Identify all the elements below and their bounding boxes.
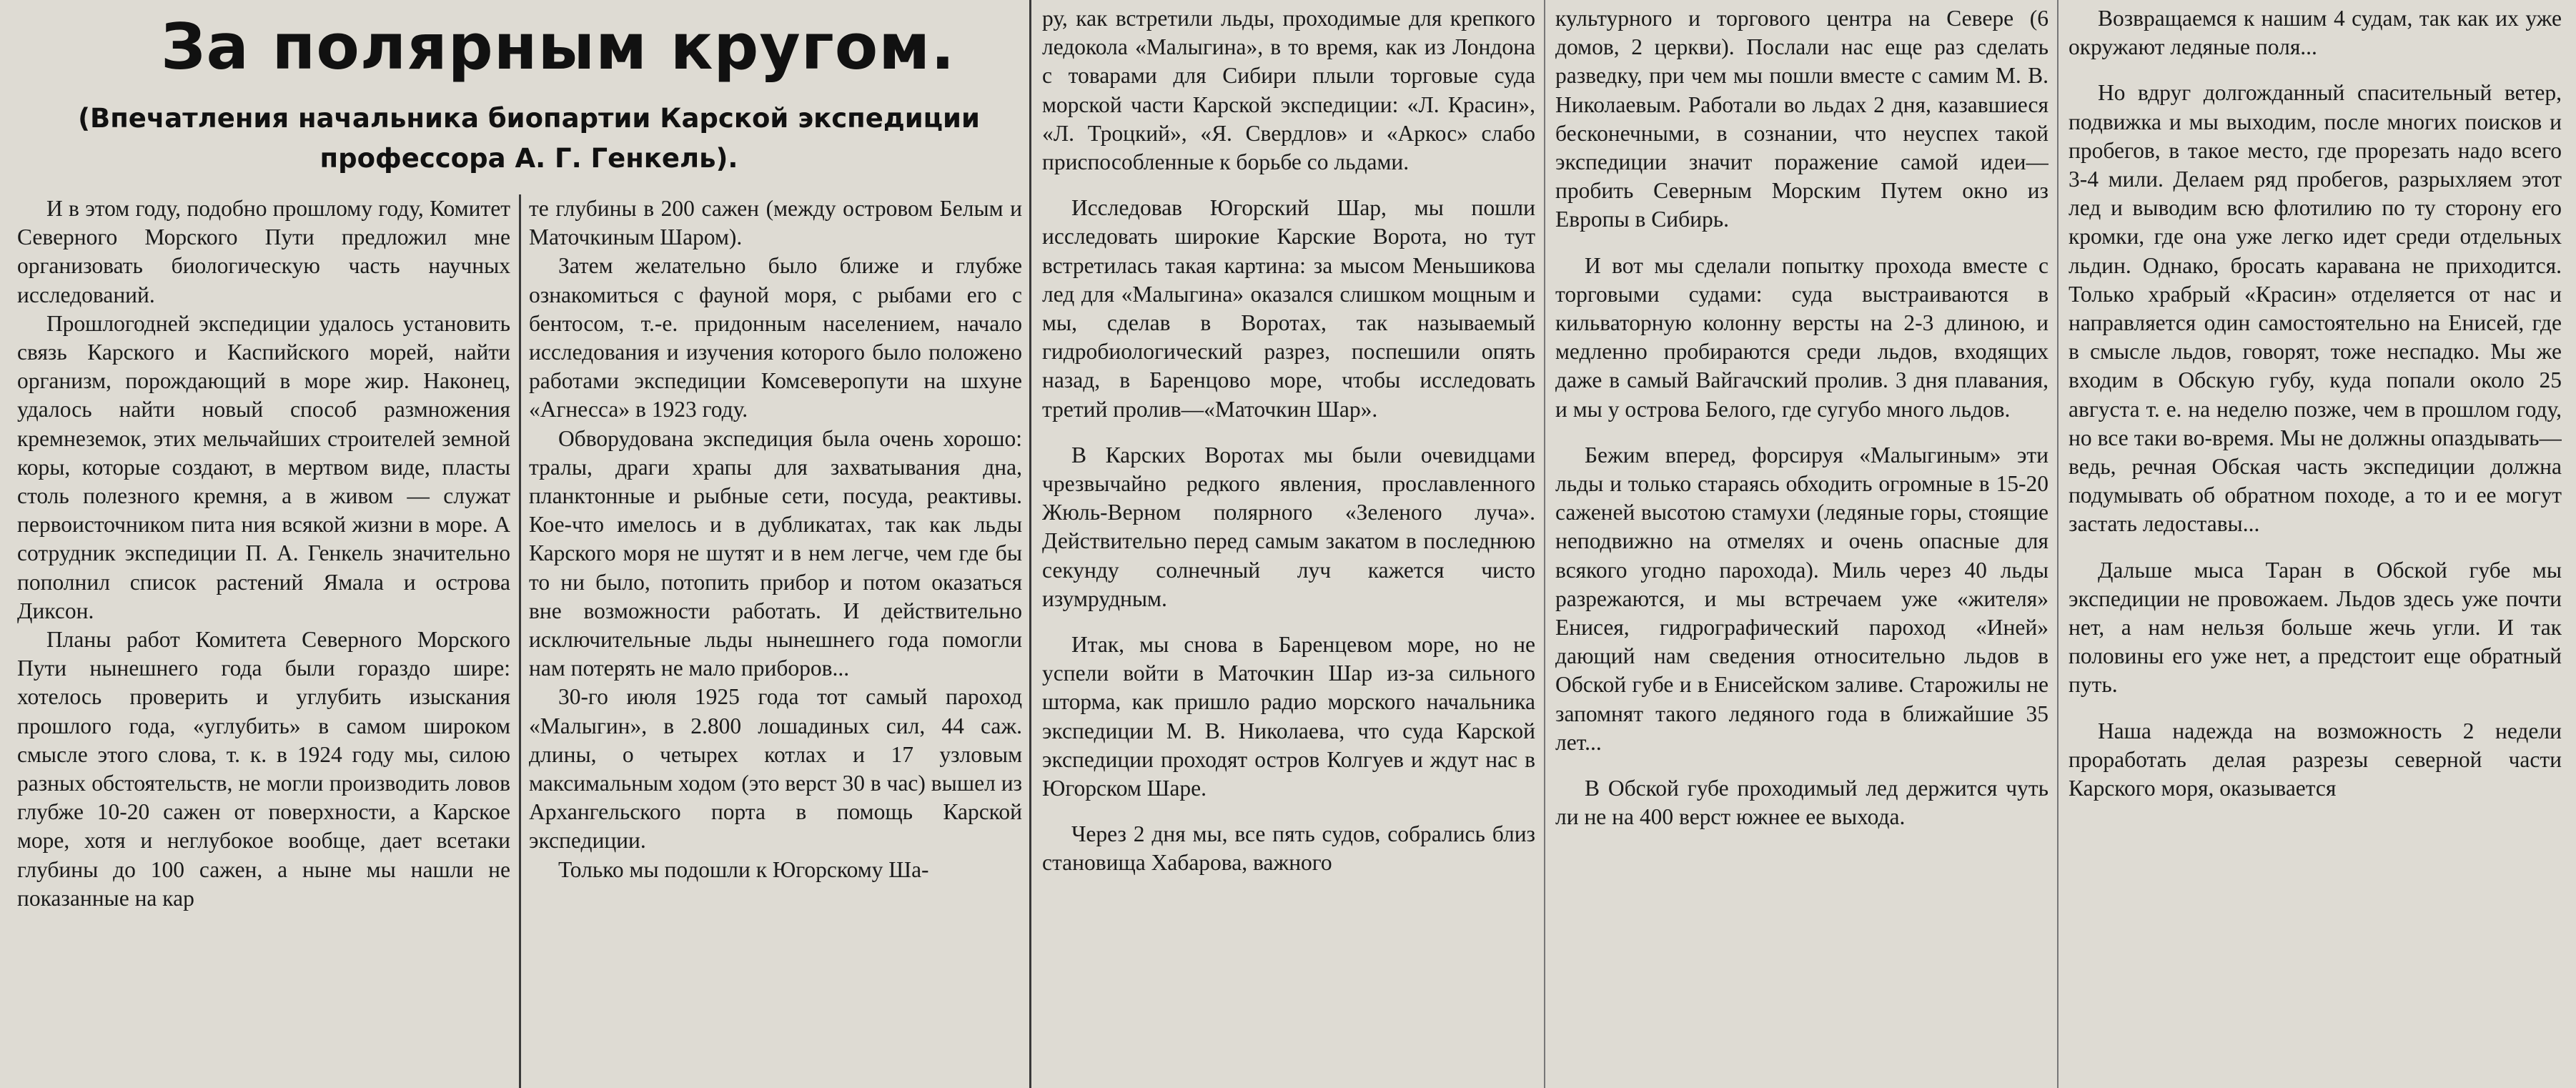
column-2-paragraph: 30-го июля 1925 года тот самый пароход «Малыгин», в 2.800 лошадиных сил, 44 саж. длины, о четырех котлах и 17 узловым максимальным ходом (это верст 30 в час) вышел из Архангельского порта в помощь Карской экспедиции. <box>529 684 1022 854</box>
column-rule <box>519 194 521 1088</box>
column-4-paragraph: В Обской губе проходимый лед держится чуть ли не на 400 верст южнее ее выхода. <box>1555 776 2049 830</box>
column-2-paragraph: Затем желательно было ближе и глубже ознакомиться с фауной моря, с рыбами его с бентосом, т.-е. придонным населением, начало исследования и изучения которого было положено работами экспедиции Комсеверопути на шхуне «Агнесса» в 1923 году. <box>529 253 1022 422</box>
article-column-5 <box>2069 4 2562 1088</box>
column-1-paragraph: Планы работ Комитета Северного Морского Пути нынешнего года были гораздо шире: хотелось проверить и углубить изыскания прошлого года, «углубить» в самом широком смысле этого слова, т. к. в 1924 году мы, силою разных обстоятельств, не могли производить ловов глубже 10-20 сажен от поверхности, а Карское море, хотя и неглубокое вообще, дает всетаки глубины до 100 сажен, а ныне мы нашли не показанные на кар <box>17 627 510 911</box>
column-3-paragraph: ру, как встретили льды, проходимые для крепкого ледокола «Малыгина», в то время, как из Лондона с товарами для Сибири плыли торговые суда морской части Карской экспедиции: «Л. Красин», «Л. Троцкий», «Я. Свердлов» и «Аркос» слабо приспособленные к борьбе со льдами. <box>1042 6 1535 175</box>
column-2-paragraph: Обворудована экспедиция была очень хорошо: тралы, драги храпы для захватывания дна, планктонные и рыбные сети, посуда, реактивы. Кое-что имелось и в дубликатах, так как льды Карского моря не шутят и в нем легче, чем где бы то ни было, потопить прибор и потом оказаться вне возможности работать. И действительно исключительные льды нынешнего года помогли нам потерять не мало приборов... <box>529 425 1022 681</box>
column-5-paragraph: Но вдруг долгожданный спасительный ветер, подвижка и мы выходим, после многих поисков и пробегов, в такое место, где прорезать надо всего 3-4 мили. Делаем ряд пробегов, разрыхляем этот лед и выводим всю флотилию по ту сторону его кромки, где она уже легко идет среди отдельных льдин. Однако, бросать каравана не приходится. Только храбрый «Красин» отделяется от нас и направляется один самостоятельно на Енисей, где в смысле льдов, говорят, тоже неспадко. Мы же входим в Обскую губу, куда попали около 25 августа т. е. на неделю позже, чем в прошлом году, но все таки во-время. Мы не должны опаздывать—ведь, речная Обская часть экспедиции должна подумывать об обратном походе, а то и ее могут застать ледоставы... <box>2069 80 2562 537</box>
column-1-paragraph: Прошлогодней экспедиции удалось установить связь Карского и Каспийского морей, найти организм, порождающий в море жир. Наконец, удалось найти новый способ размножения кремнеземок, этих мельчайших строителей земной коры, которые создают, в мертвом виде, пласты столь полезного кремня, а в живом — служат первоисточником пита ния всякой жизни в море. А сотрудник экспедиции П. А. Генкель значительно пополнил список растений Ямала и острова Диксон. <box>17 310 510 623</box>
column-5-paragraph: Наша надежда на возможность 2 недели проработать делая разрезы северной части Карского моря, оказывается <box>2069 718 2562 801</box>
column-4-paragraph: Бежим вперед, форсируя «Малыгиным» эти льды и только стараясь обходить огромные в 15-20 саженей высотою стамухи (ледяные горы, стоящие неподвижно на отмелях и очень опасные для всякого угодно парохода). Миль через 40 льды разрежаются, и мы встречаем уже «жителя» Енисея, гидрографический пароход «Иней» дающий нам сведения относительно льдов в Обской губе и в Енисейском заливе. Старожилы не запомнят такого ледяного года в ближайшие 35 лет... <box>1555 442 2049 755</box>
article-subheadline: (Впечатления начальника биопартии Карской экспедиции профессора А. Г. Генкель). <box>78 103 980 174</box>
column-5-paragraph: Возвращаемся к нашим 4 судам, так как их уже окружают ледяные поля... <box>2069 6 2562 60</box>
article-column-4 <box>1555 4 2049 1088</box>
column-4-paragraph: И вот мы сделали попытку прохода вместе с торговыми судами: суда выстраиваются в кильваторную колонну версты на 2-3 длиною, и медленно пробираются среди льдов, входящих даже в самый Вайгачский пролив. 3 дня плавания, и мы у острова Белого, где сугубо много льдов. <box>1555 252 2049 422</box>
column-4-paragraph: культурного и торгового центра на Севере (6 домов, 2 церкви). Послали нас еще раз сделать разведку, при чем мы пошли вместе с самим М. В. Николаевым. Работали во льдах 2 дня, казавшиеся бесконечными, в сознании, что неуспех такой экспедиции значит поражение самой идеи—пробить Северным Морским Путем окно из Европы в Сибирь. <box>1555 6 2049 232</box>
article-headline: За полярным кругом. <box>161 10 956 84</box>
column-5-paragraph: Дальше мыса Таран в Обской губе мы экспедиции не провожаем. Льдов здесь уже почти нет, а нам нельзя больше жечь угли. И так половины его уже нет, а предстоит еще обратный путь. <box>2069 557 2562 698</box>
article-column-2 <box>529 194 1022 1088</box>
article-column-1 <box>17 194 510 1088</box>
column-rule <box>2057 0 2059 1088</box>
column-rule <box>1544 0 1545 1088</box>
column-3-paragraph: Итак, мы снова в Баренцевом море, но не успели войти в Маточкин Шар из-за сильного шторма, как пришло радио морского начальника экспедиции М. В. Николаева, что суда Карской экспедиции проходят остров Колгуев и ждут нас в Югорском Шаре. <box>1042 632 1535 801</box>
column-2-paragraph: Только мы подошли к Югорскому Ша- <box>558 856 929 882</box>
article-column-3 <box>1042 4 1535 1088</box>
column-3-paragraph: В Карских Воротах мы были очевидцами чрезвычайно редкого явления, прославленного Жюль-Верном полярного «Зеленого луча». Действительно перед самым закатом в последнюю секунду солнечный луч кажется чисто изумрудным. <box>1042 442 1535 611</box>
column-1-paragraph: И в этом году, подобно прошлому году, Комитет Северного Морского Пути предложил мне организовать биологическую часть научных исследований. <box>17 196 510 307</box>
column-2-paragraph: те глубины в 200 сажен (между островом Белым и Маточкиным Шаром). <box>529 196 1022 250</box>
column-3-paragraph: Через 2 дня мы, все пять судов, собрались близ становища Хабарова, важного <box>1042 821 1535 876</box>
column-3-paragraph: Исследовав Югорский Шар, мы пошли исследовать широкие Карские Ворота, но тут встретилась такая картина: за мысом Меньшикова лед для «Малыгина» оказался слишком мощным и мы, сделав в Воротах, так называемый гидробиологический разрез, поспешили опять назад, в Баренцово море, чтобы исследовать третий пролив—«Маточкин Шар». <box>1042 195 1535 422</box>
column-rule <box>1029 0 1031 1088</box>
